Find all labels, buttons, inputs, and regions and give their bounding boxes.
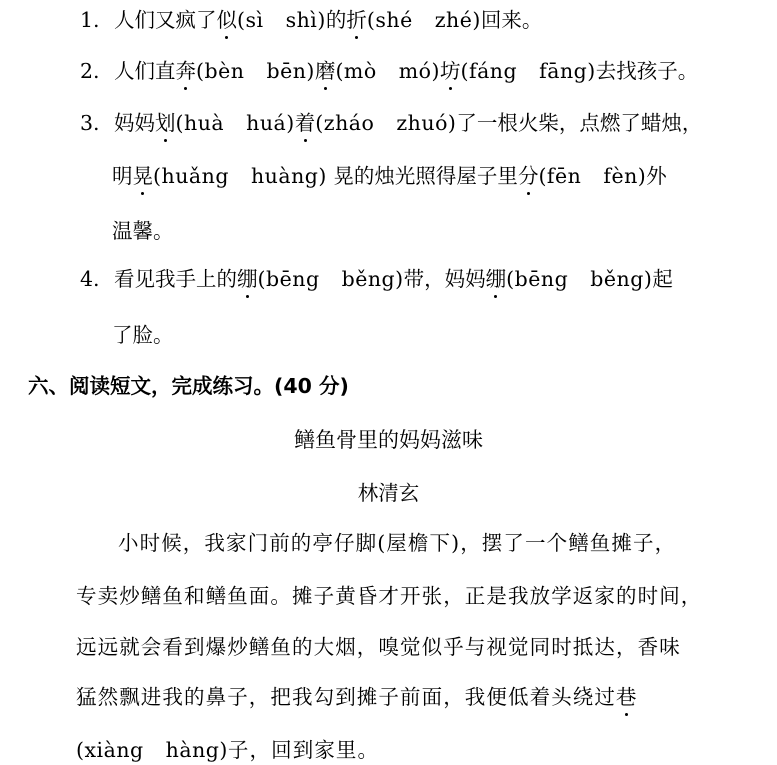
item-text: 了脸。	[112, 323, 174, 347]
item-text: 回来。	[480, 8, 543, 32]
exercise-item-3-cont	[112, 163, 667, 189]
item-text: 人们直	[114, 59, 176, 83]
item-text: 了一根火柴，点燃了蜡烛，	[456, 111, 703, 135]
pinyin-option: mó)	[398, 59, 440, 83]
item-number: 3.	[80, 111, 100, 135]
pinyin-option: shì)	[285, 8, 326, 32]
paragraph-line: 专卖炒鳝鱼和鳝鱼面。摊子黄昏才开张，正是我放学返家的时间，	[76, 584, 703, 608]
pinyin-option: zhuó)	[396, 111, 457, 135]
paragraph-line	[76, 684, 638, 710]
pinyin-option: huàng)	[250, 164, 327, 188]
item-text: 看见我手上的	[114, 267, 237, 291]
pinyin-option: fāng)	[539, 59, 596, 83]
exercise-item-2	[80, 58, 698, 84]
pinyin-option: (bēng	[257, 267, 320, 291]
item-text: 晃的烛光照得屋子里	[326, 164, 518, 188]
item-text: 妈妈	[114, 111, 155, 135]
dotted-char: 着	[294, 111, 316, 135]
story-title: 鳝鱼骨里的妈妈滋味	[294, 428, 483, 452]
dotted-char: 分	[517, 164, 539, 188]
dotted-char: 划	[155, 111, 176, 135]
pinyin-option: fèn)	[603, 164, 647, 188]
pinyin-option: (sì	[237, 8, 264, 32]
section-heading: 六、阅读短文，完成练习。(40 分)	[28, 374, 349, 398]
exercise-item-4-cont	[112, 322, 174, 348]
pinyin-option: běng)	[590, 267, 653, 291]
paragraph-line: 远远就会看到爆炒鳝鱼的大烟，嗅觉似乎与视觉同时抵达，香味	[76, 635, 681, 659]
exercise-item-4	[80, 266, 673, 292]
item-text: 人们又疯了	[114, 8, 217, 32]
dotted-char: 坊	[440, 59, 461, 83]
dotted-char: 绷	[237, 267, 258, 291]
item-text: 温馨。	[112, 219, 174, 243]
pinyin-option: hàng)	[165, 738, 228, 762]
pinyin-option: (mò	[335, 59, 377, 83]
pinyin-option: (huǎng	[153, 164, 229, 188]
pinyin-option: (shé	[366, 8, 413, 32]
pinyin-option: běng)	[341, 267, 404, 291]
dotted-char: 折	[346, 8, 367, 32]
exercise-item-3-cont	[112, 218, 174, 244]
item-text: 明	[112, 164, 133, 188]
dotted-char: 似	[216, 8, 237, 32]
dotted-char: 磨	[314, 59, 336, 83]
story-author: 林清玄	[357, 481, 420, 505]
dotted-char: 绷	[485, 267, 507, 291]
item-number: 2.	[80, 59, 100, 83]
item-text: 外	[646, 164, 667, 188]
paragraph-text: 子，回到家里。	[227, 738, 380, 762]
exercise-item-1	[80, 7, 542, 33]
dotted-char: 晃	[132, 164, 153, 188]
item-number: 4.	[80, 267, 100, 291]
pinyin-option: huá)	[246, 111, 295, 135]
item-number: 1.	[80, 8, 100, 32]
item-text: 的	[325, 8, 347, 32]
pinyin-option: zhé)	[434, 8, 481, 32]
pinyin-option: bēn)	[266, 59, 315, 83]
pinyin-option: (bēng	[506, 267, 569, 291]
pinyin-option: (xiàng	[76, 738, 144, 762]
pinyin-option: (fáng	[460, 59, 518, 83]
exercise-item-3	[80, 110, 702, 136]
dotted-char: 奔	[175, 59, 196, 83]
item-text: 起	[652, 267, 673, 291]
pinyin-option: (huà	[175, 111, 225, 135]
paragraph-line	[76, 737, 379, 763]
pinyin-option: (zháo	[315, 111, 375, 135]
pinyin-option: (bèn	[196, 59, 245, 83]
item-text: 去找孩子。	[595, 59, 699, 83]
pinyin-option: (fēn	[538, 164, 582, 188]
paragraph-line: 小时候，我家门前的亭仔脚(屋檐下)，摆了一个鳝鱼摊子，	[118, 531, 677, 555]
paragraph-text: 猛然飘进我的鼻子，把我勾到摊子前面，我便低着头绕过	[76, 685, 616, 709]
item-text: 带，妈妈	[403, 267, 486, 291]
dotted-char: 巷	[616, 685, 638, 709]
